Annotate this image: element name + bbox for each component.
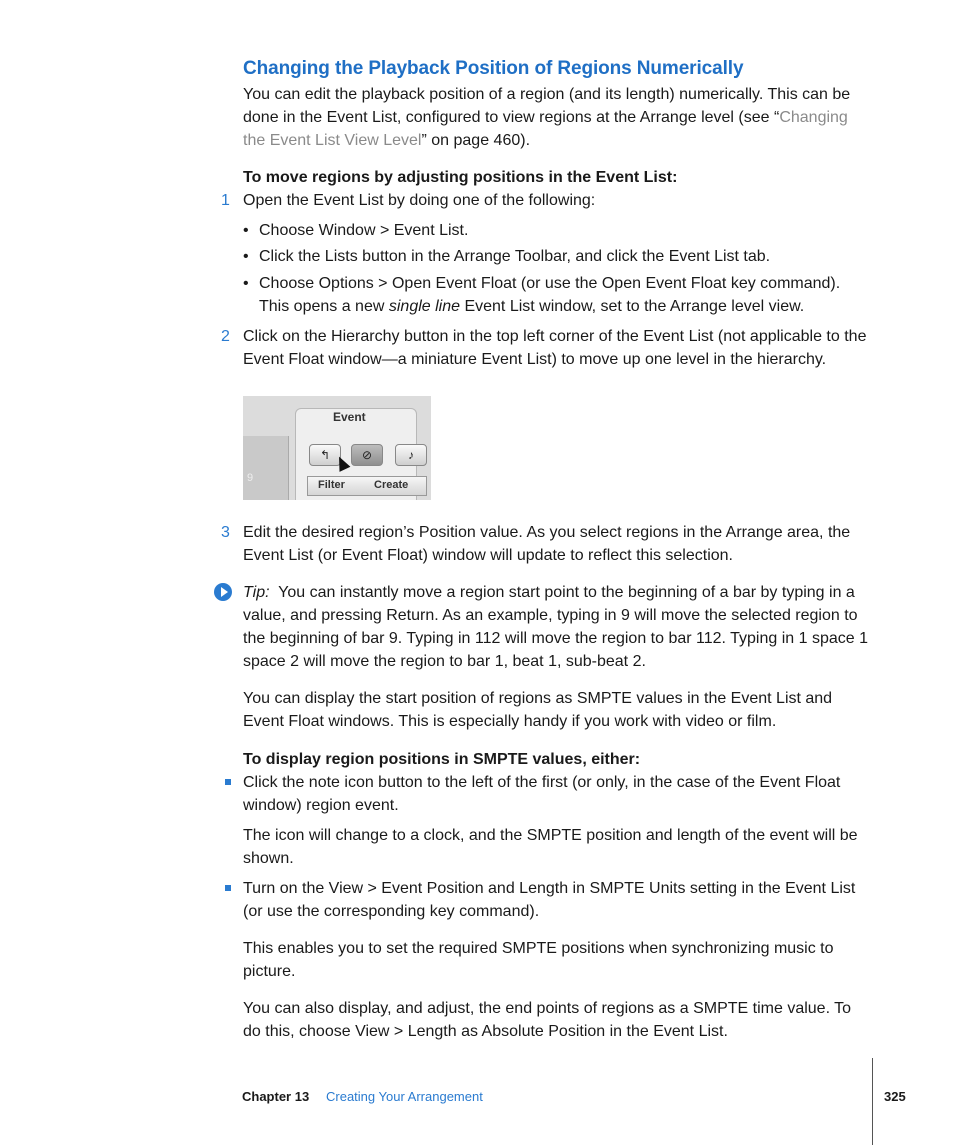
smpte-paragraph: You can display the start position of regions as SMPTE values in the Event List and Event Float windows. This is especially handy if you work with video or film. (243, 690, 833, 730)
step-text: Click on the Hierarchy button in the top left corner of the Event List (not applicable to the Event Float window—a miniature Event List) to move up one level in the hierarchy. (243, 328, 867, 368)
arrange-area-fragment (243, 436, 289, 500)
bullet-item: Click the Lists button in the Arrange Toolbar, and click the Event List tab. (259, 248, 771, 265)
intro-paragraph (243, 83, 873, 152)
step-number: 2 (221, 328, 230, 345)
bullet-cont-em: single line (388, 298, 461, 315)
bullet-marker: • (243, 222, 249, 239)
option-item: Turn on the View > Event Position and Length in SMPTE Units setting in the Event List (or use the corresponding key command). (243, 880, 856, 920)
bullet-item (259, 272, 874, 318)
bullet-cont-a: This opens a new (259, 298, 389, 315)
event-list-screenshot (243, 396, 431, 500)
event-tab-label: Event (333, 410, 366, 424)
bullet-cont-b: Event List window, set to the Arrange level view. (460, 298, 805, 315)
bar-number: 9 (247, 472, 254, 484)
task-heading: To display region positions in SMPTE values, either: (243, 751, 641, 768)
intro-text-2: ” on page 460). (421, 132, 531, 149)
filter-tab[interactable]: Filter (318, 479, 345, 491)
tip-label: Tip: (243, 584, 270, 601)
closing-paragraph: You can also display, and adjust, the end points of regions as a SMPTE time value. To do this, choose View > Length as Absolute Position in the Event List. (243, 1000, 852, 1040)
bullet-marker: • (243, 248, 249, 265)
filter-create-bar (307, 476, 427, 496)
cross-reference-link[interactable]: Changing the Event List View Level (243, 109, 848, 149)
square-bullet (225, 885, 231, 891)
option-note: The icon will change to a clock, and the SMPTE position and length of the event will be shown. (243, 827, 858, 867)
square-bullet (225, 779, 231, 785)
bullet-item: Choose Window > Event List. (259, 222, 469, 239)
intro-text-1: You can edit the playback position of a region (and its length) numerically. This can be done in the Event List, configured to view regions at the Arrange level (see “ (243, 86, 851, 126)
tip-paragraph (243, 581, 873, 673)
footer-chapter-title[interactable]: Creating Your Arrangement (326, 1089, 483, 1104)
bullet-text: Choose Options > Open Event Float (or use the Open Event Float key command). (259, 275, 841, 292)
bullet-marker: • (243, 275, 249, 292)
step-text: Open the Event List by doing one of the following: (243, 192, 596, 209)
footer-chapter: Chapter 13 (242, 1089, 310, 1104)
section-heading: Changing the Playback Position of Regions Numerically (243, 58, 744, 79)
midi-in-button[interactable]: ♪ (395, 444, 427, 466)
footer-divider (872, 1058, 873, 1145)
hierarchy-button[interactable]: ↰ (309, 444, 341, 466)
step-text: Edit the desired region’s Position value. As you select regions in the Arrange area, the Event List (or Event Float) window will update to reflect this selection. (243, 524, 851, 564)
option-note: This enables you to set the required SMPTE positions when synchronizing music to picture. (243, 940, 834, 980)
tip-text: You can instantly move a region start point to the beginning of a bar by typing in a value, and pressing Return. As an example, typing in 9 will move the selected region to the beginning of bar 9. Typing in 112 will move the region to bar 112. Typing in 1 space 1 space 2 will move the region to bar 1, beat 1, sub-beat 2. (243, 584, 869, 670)
link-button[interactable]: ⊘ (351, 444, 383, 466)
option-item: Click the note icon button to the left of the first (or only, in the case of the Event Float window) region event. (243, 774, 841, 814)
step-number: 1 (221, 192, 230, 209)
create-tab[interactable]: Create (374, 479, 409, 491)
step-number: 3 (221, 524, 230, 541)
tip-arrow-icon (214, 583, 232, 601)
task-heading: To move regions by adjusting positions in the Event List: (243, 169, 678, 186)
page-number: 325 (884, 1089, 906, 1104)
